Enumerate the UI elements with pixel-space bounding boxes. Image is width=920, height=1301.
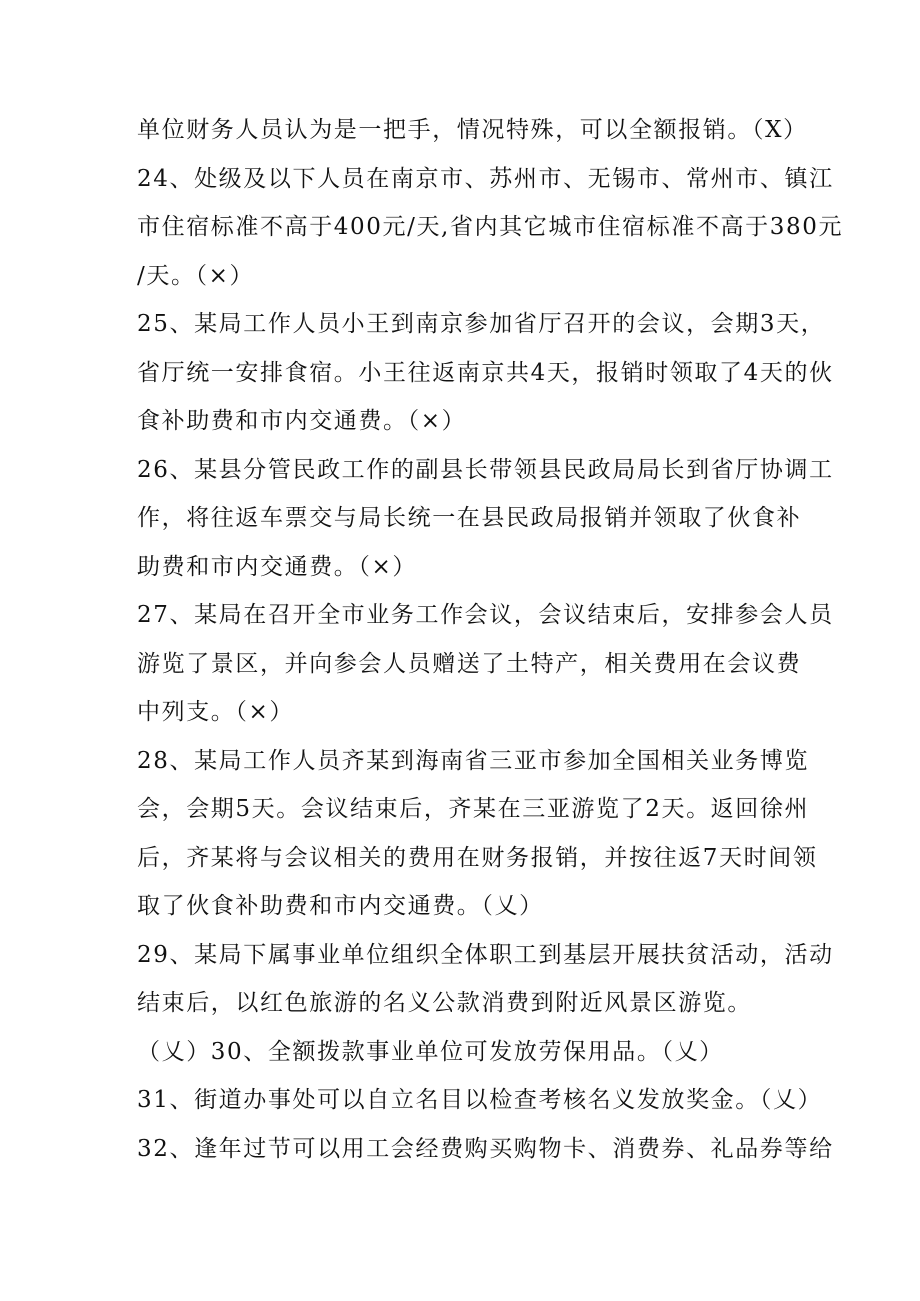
text-line: 32、逢年过节可以用工会经费购买购物卡、消费券、礼品券等给 [137, 1135, 834, 1162]
text-line: 31、街道办事处可以自立名目以检查考核名义发放奖金。（乂） [137, 1087, 823, 1113]
text-line: （乂）30、全额拨款事业单位可发放劳保用品。（乂） [137, 1038, 724, 1065]
text-line: 市住宿标准不高于400元/天,省内其它城市住宿标准不高于380元 [137, 214, 844, 240]
text-line: 游览了景区，并向参会人员赠送了土特产，相关费用在会议费 [137, 650, 802, 677]
text-line: 会，会期5天。会议结束后，齐某在三亚游览了2天。返回徐州 [137, 796, 810, 822]
text-line: 25、某局工作人员小王到南京参加省厅召开的会议，会期3天， [137, 311, 826, 337]
text-line: 单位财务人员认为是一把手，情况特殊，可以全额报销。（X） [137, 117, 808, 143]
text-line: 省厅统一安排食宿。小王往返南京共4天，报销时领取了4天的伙 [137, 359, 834, 386]
text-line: 29、某局下属事业单位组织全体职工到基层开展扶贫活动，活动 [137, 941, 834, 968]
text-line: 作，将往返车票交与局长统一在县民政局报销并领取了伙食补 [137, 505, 802, 531]
text-line: 后，齐某将与会议相关的费用在财务报销，并按往返7天时间领 [137, 844, 818, 871]
text-line: 24、处级及以下人员在南京市、苏州市、无锡市、常州市、镇江 [137, 165, 834, 192]
text-line: /天。（×） [137, 262, 255, 289]
text-line: 结束后，以红色旅游的名义公款消费到附近风景区游览。 [137, 990, 752, 1016]
text-line: 食补助费和市内交通费。（×） [137, 408, 467, 434]
text-line: 27、某局在召开全市业务工作会议，会议结束后，安排参会人员 [137, 602, 834, 628]
text-line: 28、某局工作人员齐某到海南省三亚市参加全国相关业务博览 [137, 747, 810, 774]
text-line: 取了伙食补助费和市内交通费。（乂） [137, 893, 544, 919]
text-line: 助费和市内交通费。（×） [137, 553, 417, 580]
text-line: 26、某县分管民政工作的副县长带领县民政局局长到省厅协调工 [137, 456, 834, 483]
text-line: 中列支。（×） [137, 699, 294, 725]
document-body [0, 106, 920, 1173]
